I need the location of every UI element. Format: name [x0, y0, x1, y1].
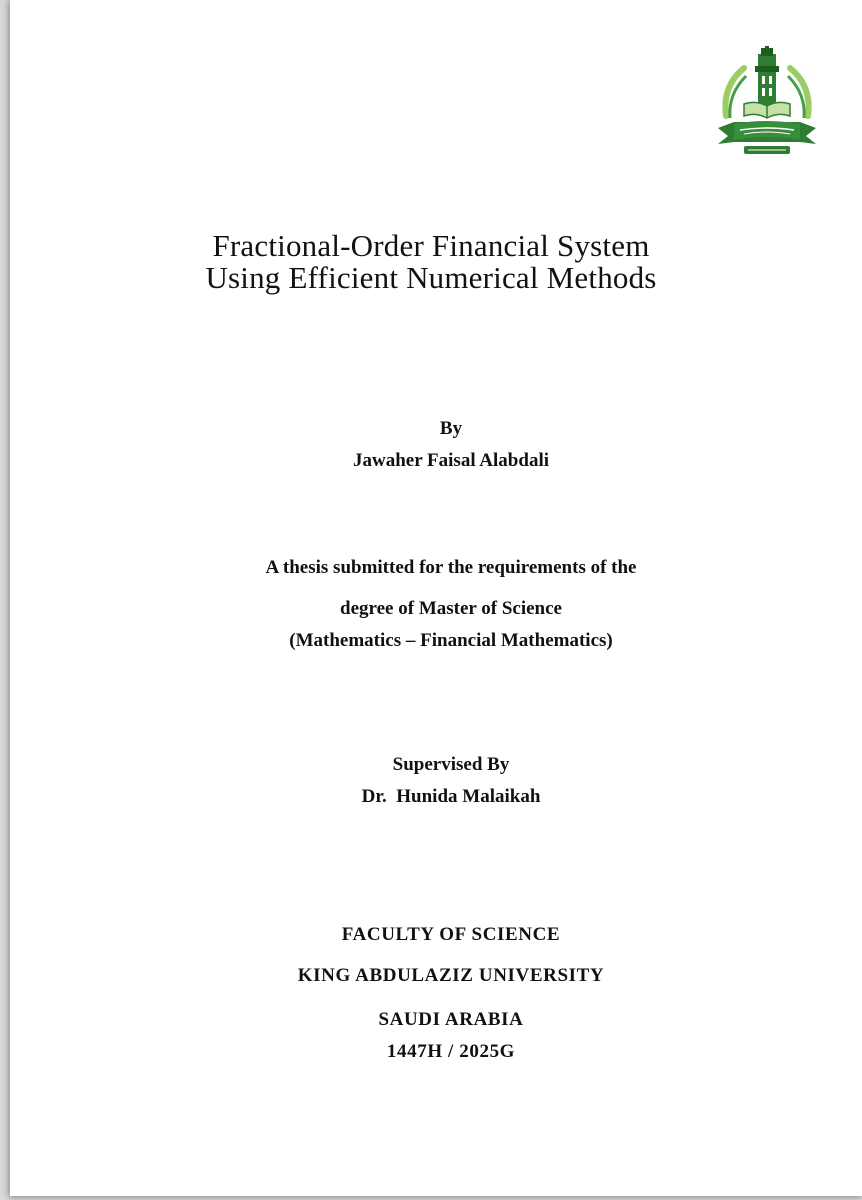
by-label: By	[439, 418, 463, 439]
university-seal-icon	[714, 46, 820, 158]
submission-line-1: A thesis submitted for the requirements of the	[265, 557, 637, 578]
thesis-date: 1447H / 2025G	[386, 1041, 516, 1062]
submission-line-2: degree of Master of Science	[340, 598, 562, 619]
thesis-title	[0, 230, 862, 294]
supervised-label: Supervised By	[392, 754, 510, 775]
author-name: Jawaher Faisal Alabdali	[352, 450, 549, 471]
title-line-1: Fractional-Order Financial System	[212, 228, 650, 263]
title-line-2: Using Efficient Numerical Methods	[205, 260, 657, 295]
university-name: KING ABDULAZIZ UNIVERSITY	[297, 965, 605, 986]
thesis-title-page	[10, 0, 862, 1196]
faculty-name: FACULTY OF SCIENCE	[341, 924, 561, 945]
country-name: SAUDI ARABIA	[378, 1009, 524, 1030]
supervisor-name: Dr. Hunida Malaikah	[361, 786, 541, 807]
submission-line-3: (Mathematics – Financial Mathematics)	[289, 630, 613, 651]
